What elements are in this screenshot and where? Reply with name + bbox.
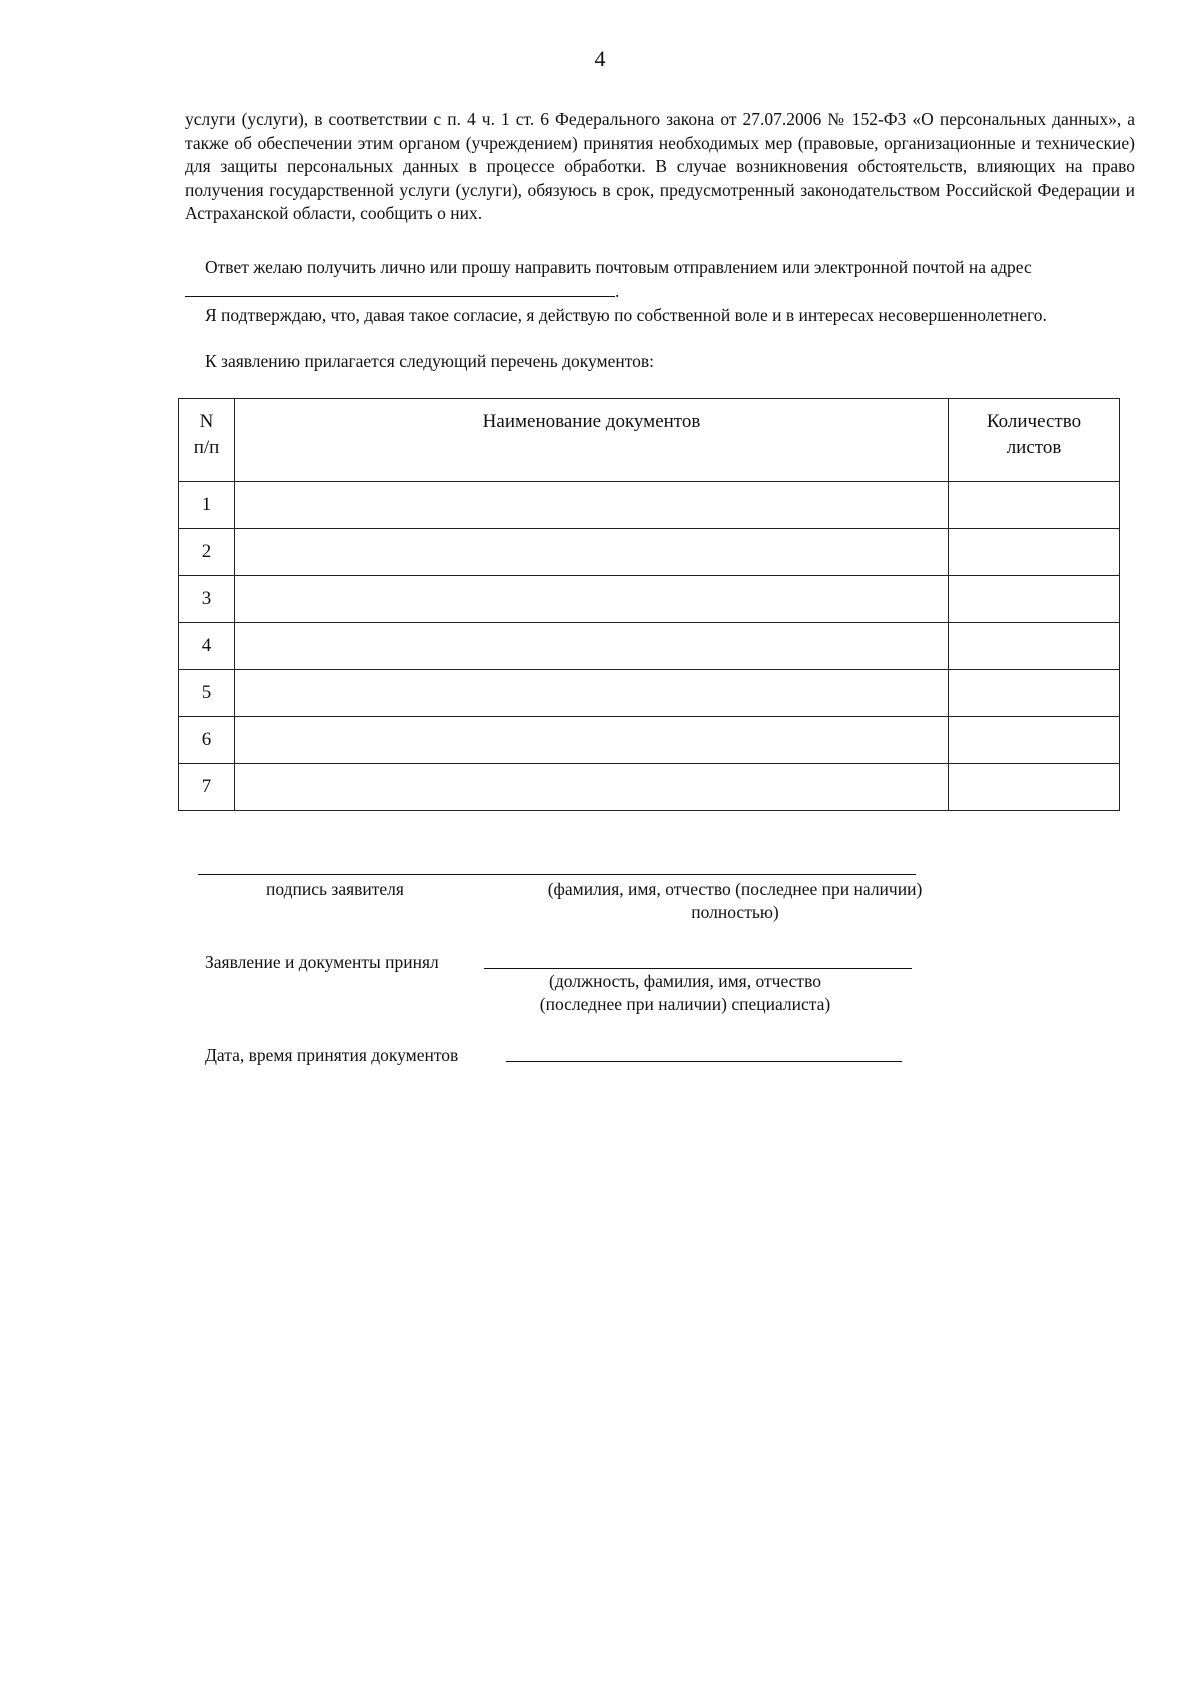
row-sheet-count[interactable] [949,576,1120,623]
row-number: 1 [179,482,235,529]
answer-paragraph [185,256,1135,303]
table-row [179,623,1120,670]
row-number: 6 [179,717,235,764]
table-row [179,717,1120,764]
answer-suffix: . [615,280,620,301]
accepted-caption-line1: (должность, фамилия, имя, отчество [549,971,821,991]
row-sheet-count[interactable] [949,529,1120,576]
table-row [179,576,1120,623]
row-number: 5 [179,670,235,717]
row-sheet-count[interactable] [949,764,1120,811]
row-document-name[interactable] [235,764,949,811]
signature-caption: подпись заявителя [266,879,404,899]
fullname-caption [505,878,965,924]
fullname-caption-line1: (фамилия, имя, отчество (последнее при наличии) [547,879,923,899]
header-qty [949,399,1120,482]
accepted-caption [500,970,870,1016]
row-number: 4 [179,623,235,670]
row-sheet-count[interactable] [949,717,1120,764]
header-qty-line2: листов [1006,437,1062,458]
date-line[interactable] [506,1061,902,1062]
attached-paragraph: К заявлению прилагается следующий перечень документов: [205,351,655,371]
row-sheet-count[interactable] [949,670,1120,717]
answer-text: Ответ желаю получить лично или прошу направить почтовым отправлением или электронной почтой на адрес [205,257,1032,277]
signature-line[interactable] [198,874,916,875]
row-sheet-count[interactable] [949,482,1120,529]
consent-paragraph: услуги (услуги), в соответствии с п. 4 ч. 1 ст. 6 Федерального закона от 27.07.2006 № 152-ФЗ «О персональных данных», а также об обеспечении этим органом (учреждением) принятия необходимых мер (правовые, организационные и технические) для защиты персональных данных в процессе обработки. В случае возникновения обстоятельств, влияющих на право получения государственной услуги (услуги), обязуюсь в срок, предусмотренный законодательством Российской Федерации и Астраханской области, сообщить о них. [185,109,1135,223]
table-row [179,482,1120,529]
header-name: Наименование документов [235,399,949,482]
confirm-paragraph: Я подтверждаю, что, давая такое согласие, я действую по собственной воле и в интересах несовершеннолетнего. [205,305,1047,325]
header-num [179,399,235,482]
table-row [179,764,1120,811]
row-number: 7 [179,764,235,811]
row-document-name[interactable] [235,623,949,670]
date-label: Дата, время принятия документов [205,1045,459,1065]
row-document-name[interactable] [235,717,949,764]
header-num-line1: N [199,411,214,432]
row-number: 2 [179,529,235,576]
row-sheet-count[interactable] [949,623,1120,670]
accepted-label: Заявление и документы принял [205,952,439,972]
table-row [179,670,1120,717]
fullname-caption-line2: полностью) [691,902,779,922]
header-qty-line1: Количество [986,411,1082,432]
address-blank-line[interactable] [185,280,615,297]
accepted-caption-line2: (последнее при наличии) специалиста) [539,994,831,1014]
row-document-name[interactable] [235,670,949,717]
row-number: 3 [179,576,235,623]
header-num-line2: п/п [193,437,220,458]
documents-table [178,398,1120,811]
row-document-name[interactable] [235,529,949,576]
row-document-name[interactable] [235,576,949,623]
table-header-row [179,399,1120,482]
table-row [179,529,1120,576]
page-number: 4 [594,46,606,71]
row-document-name[interactable] [235,482,949,529]
accepted-line[interactable] [484,968,912,969]
